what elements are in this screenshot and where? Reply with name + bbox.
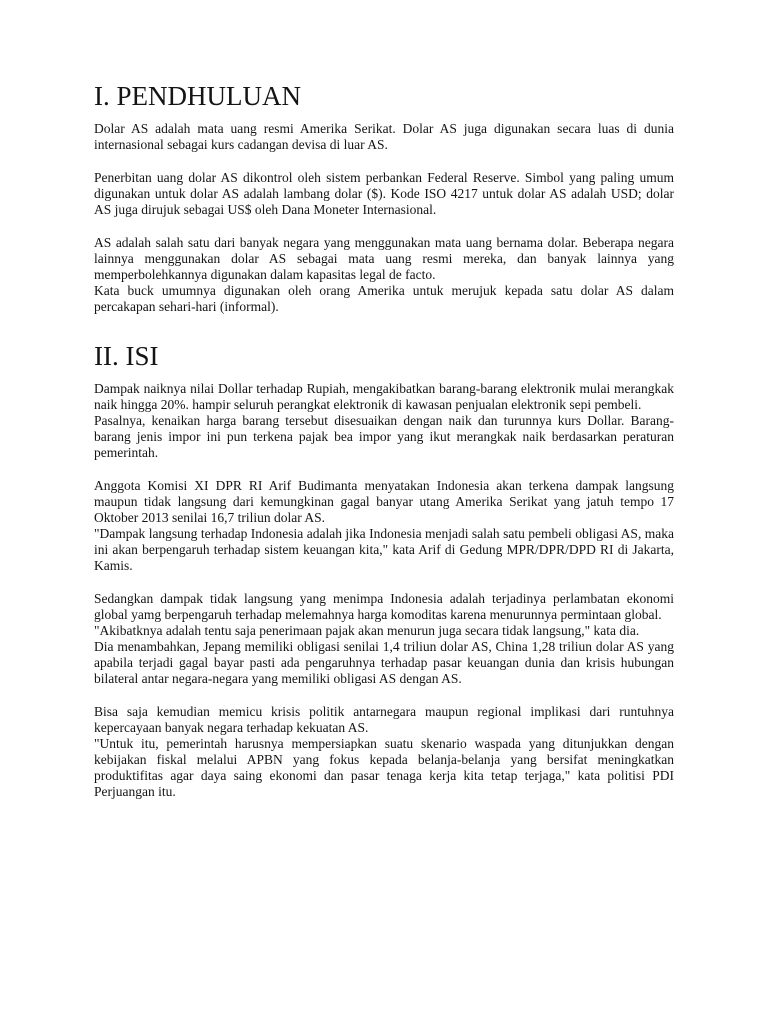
section-heading-isi: II. ISI [94, 341, 159, 371]
paragraph: Pasalnya, kenaikan harga barang tersebut disesuaikan dengan naik dan turunnya kurs Dollar. Barang-barang jenis impor ini pun terkena pajak bea impor yang ikut merangkak naik berdasarkan peraturan pemerintah. [94, 413, 674, 460]
paragraph-block [94, 591, 674, 687]
paragraph-block [94, 704, 674, 800]
paragraph: Anggota Komisi XI DPR RI Arif Budimanta menyatakan Indonesia akan terkena dampak langsung maupun tidak langsung dari kemungkinan gagal banyar utang Amerika Serikat yang jatuh tempo 17 Oktober 2013 senilai 16,7 triliun dolar AS. [94, 478, 674, 525]
paragraph: Sedangkan dampak tidak langsung yang menimpa Indonesia adalah terjadinya perlambatan ekonomi global yamg berpengaruh terhadap melemahnya harga komoditas karena menurunnya permintaan global. [94, 591, 674, 622]
paragraph: Kata buck umumnya digunakan oleh orang Amerika untuk merujuk kepada satu dolar AS dalam percakapan sehari-hari (informal). [94, 283, 674, 314]
paragraph: Dampak naiknya nilai Dollar terhadap Rupiah, mengakibatkan barang-barang elektronik mulai merangkak naik hingga 20%. hampir seluruh perangkat elektronik di kawasan penjualan elektronik sepi pembeli. [94, 381, 674, 412]
paragraph: "Akibatknya adalah tentu saja penerimaan pajak akan menurun juga secara tidak langsung," kata dia. [94, 623, 640, 638]
paragraph-block [94, 235, 674, 315]
paragraph-block [94, 381, 674, 461]
paragraph: "Untuk itu, pemerintah harusnya mempersiapkan suatu skenario waspada yang ditunjukkan dengan kebijakan fiskal melalui APBN yang fokus kepada belanja-belanja yang bersifat meningkatkan produktifitas agar daya saing ekonomi dan pasar tenaga kerja kita tetap terjaga," kata politisi PDI Perjuangan itu. [94, 736, 674, 799]
paragraph: "Dampak langsung terhadap Indonesia adalah jika Indonesia menjadi salah satu pembeli obligasi AS, maka ini akan berpengaruh terhadap sistem keuangan kita," kata Arif di Gedung MPR/DPR/DPD RI di Jakarta, Kamis. [94, 526, 674, 573]
paragraph: Dolar AS adalah mata uang resmi Amerika Serikat. Dolar AS juga digunakan secara luas di dunia internasional sebagai kurs cadangan devisa di luar AS. [94, 121, 674, 152]
section-spacer [94, 315, 674, 348]
paragraph-block [94, 170, 674, 218]
paragraph: Penerbitan uang dolar AS dikontrol oleh sistem perbankan Federal Reserve. Simbol yang paling umum digunakan untuk dolar AS adalah lambang dolar ($). Kode ISO 4217 untuk dolar AS adalah USD; dolar AS juga dirujuk sebagai US$ oleh Dana Moneter Internasional. [94, 170, 674, 217]
paragraph: Bisa saja kemudian memicu krisis politik antarnegara maupun regional implikasi dari runtuhnya kepercayaan banyak negara terhadap kekuatan AS. [94, 704, 674, 735]
paragraph-block [94, 121, 674, 153]
paragraph: Dia menambahkan, Jepang memiliki obligasi senilai 1,4 triliun dolar AS, China 1,28 triliun dolar AS yang apabila terjadi gagal bayar pasti ada pengaruhnya terhadap pasar keuangan dunia dan krisis hubungan bilateral antar negara-negara yang memiliki obligasi AS dengan AS. [94, 639, 674, 686]
section-heading-pendahuluan: I. PENDHULUAN [94, 81, 301, 111]
paragraph-block [94, 478, 674, 574]
paragraph: AS adalah salah satu dari banyak negara yang menggunakan mata uang bernama dolar. Beberapa negara lainnya menggunakan dolar AS sebagai mata uang resmi mereka, dan banyak lainnya yang memperbolehkannya digunakan dalam kapasitas legal de facto. [94, 235, 674, 282]
